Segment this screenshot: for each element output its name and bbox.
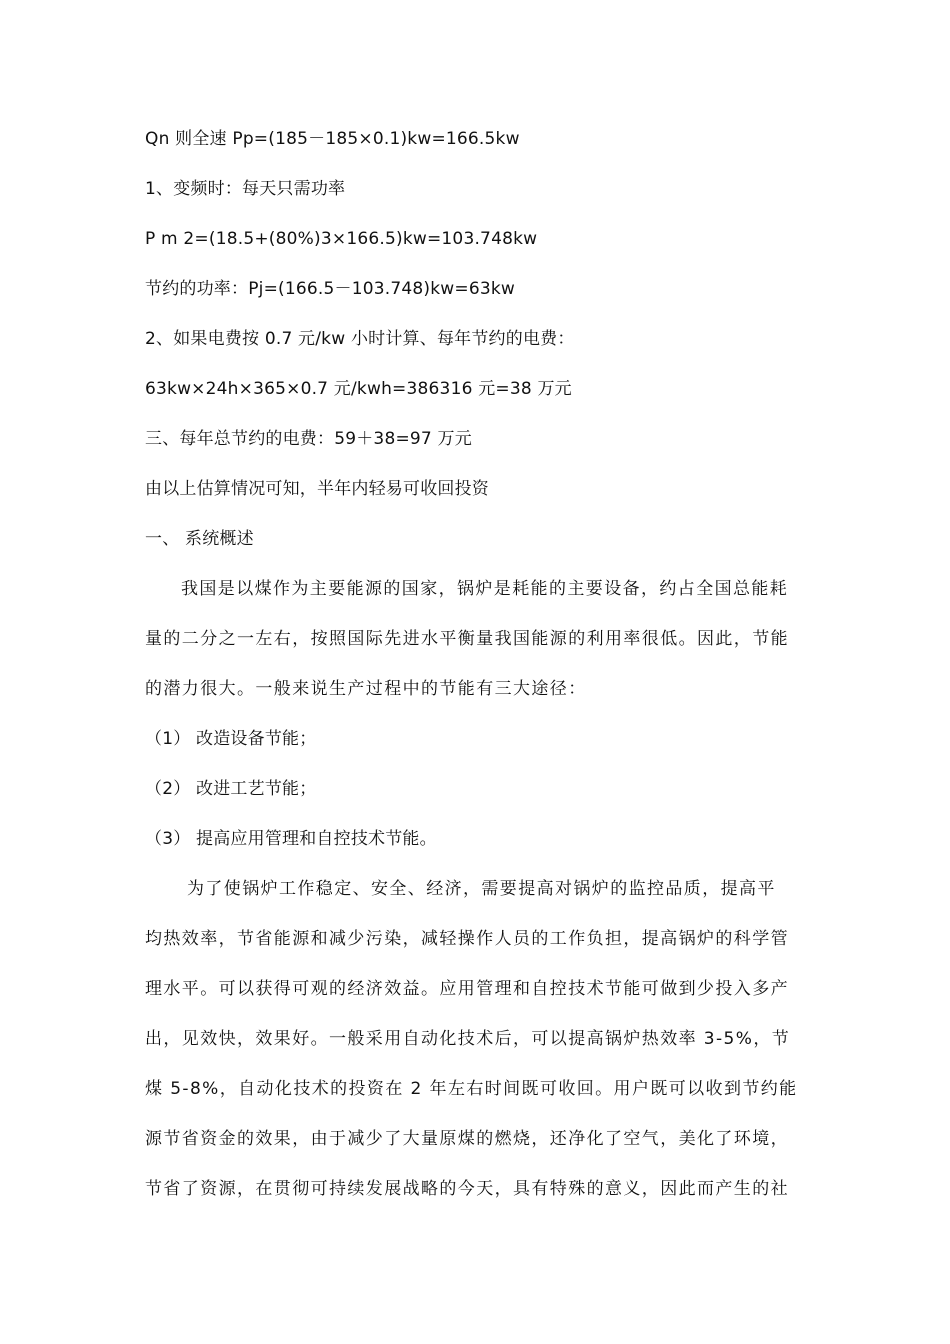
calc-line-saved-power: 节约的功率：Pj=(166.5－103.748)kw=63kw [145,279,516,299]
paragraph2-line: 为了使锅炉工作稳定、安全、经济，需要提高对锅炉的监控品质，提高平 [187,879,776,899]
list-item: （2） 改进工艺节能； [145,779,317,799]
paragraph2-line: 节省了资源，在贯彻可持续发展战略的今天，具有特殊的意义，因此而产生的社 [145,1179,789,1199]
list-item: （1） 改造设备节能； [145,729,317,749]
calc-line-pm2: P m 2=(18.5+(80%)3×166.5)kw=103.748kw [145,229,538,249]
paragraph2-line: 出，见效快，效果好。一般采用自动化技术后，可以提高锅炉热效率 3-5%，节 [145,1029,791,1049]
list-item: （3） 提高应用管理和自控技术节能。 [145,829,437,849]
paragraph2-line: 源节省资金的效果，由于减少了大量原煤的燃烧，还净化了空气，美化了环境， [145,1129,789,1149]
paragraph2-line: 理水平。可以获得可观的经济效益。应用管理和自控技术节能可做到少投入多产 [145,979,789,999]
calc-line-annual-savings: 63kw×24h×365×0.7 元/kwh=386316 元=38 万元 [145,379,572,399]
calc-line-total-savings: 三、每年总节约的电费：59＋38=97 万元 [145,429,472,449]
section-heading: 一、 系统概述 [145,529,254,549]
calc-line-variable-frequency: 1、变频时：每天只需功率 [145,179,346,199]
paragraph2-line: 均热效率，节省能源和减少污染，减轻操作人员的工作负担，提高锅炉的科学管 [145,929,789,949]
paragraph1-line: 我国是以煤作为主要能源的国家，锅炉是耗能的主要设备，约占全国总能耗 [181,579,789,599]
paragraph1-line: 的潜力很大。一般来说生产过程中的节能有三大途径： [145,679,587,699]
paragraph1-line: 量的二分之一左右，按照国际先进水平衡量我国能源的利用率很低。因此，节能 [145,629,789,649]
calc-line-full-speed-power: Qn 则全速 Pp=(185－185×0.1)kw=166.5kw [145,129,520,149]
paragraph2-line: 煤 5-8%，自动化技术的投资在 2 年左右时间既可收回。用户既可以收到节约能 [145,1079,798,1099]
calc-line-conclusion: 由以上估算情况可知，半年内轻易可收回投资 [145,479,489,499]
calc-line-electricity-rate: 2、如果电费按 0.7 元/kw 小时计算、每年节约的电费： [145,329,575,349]
